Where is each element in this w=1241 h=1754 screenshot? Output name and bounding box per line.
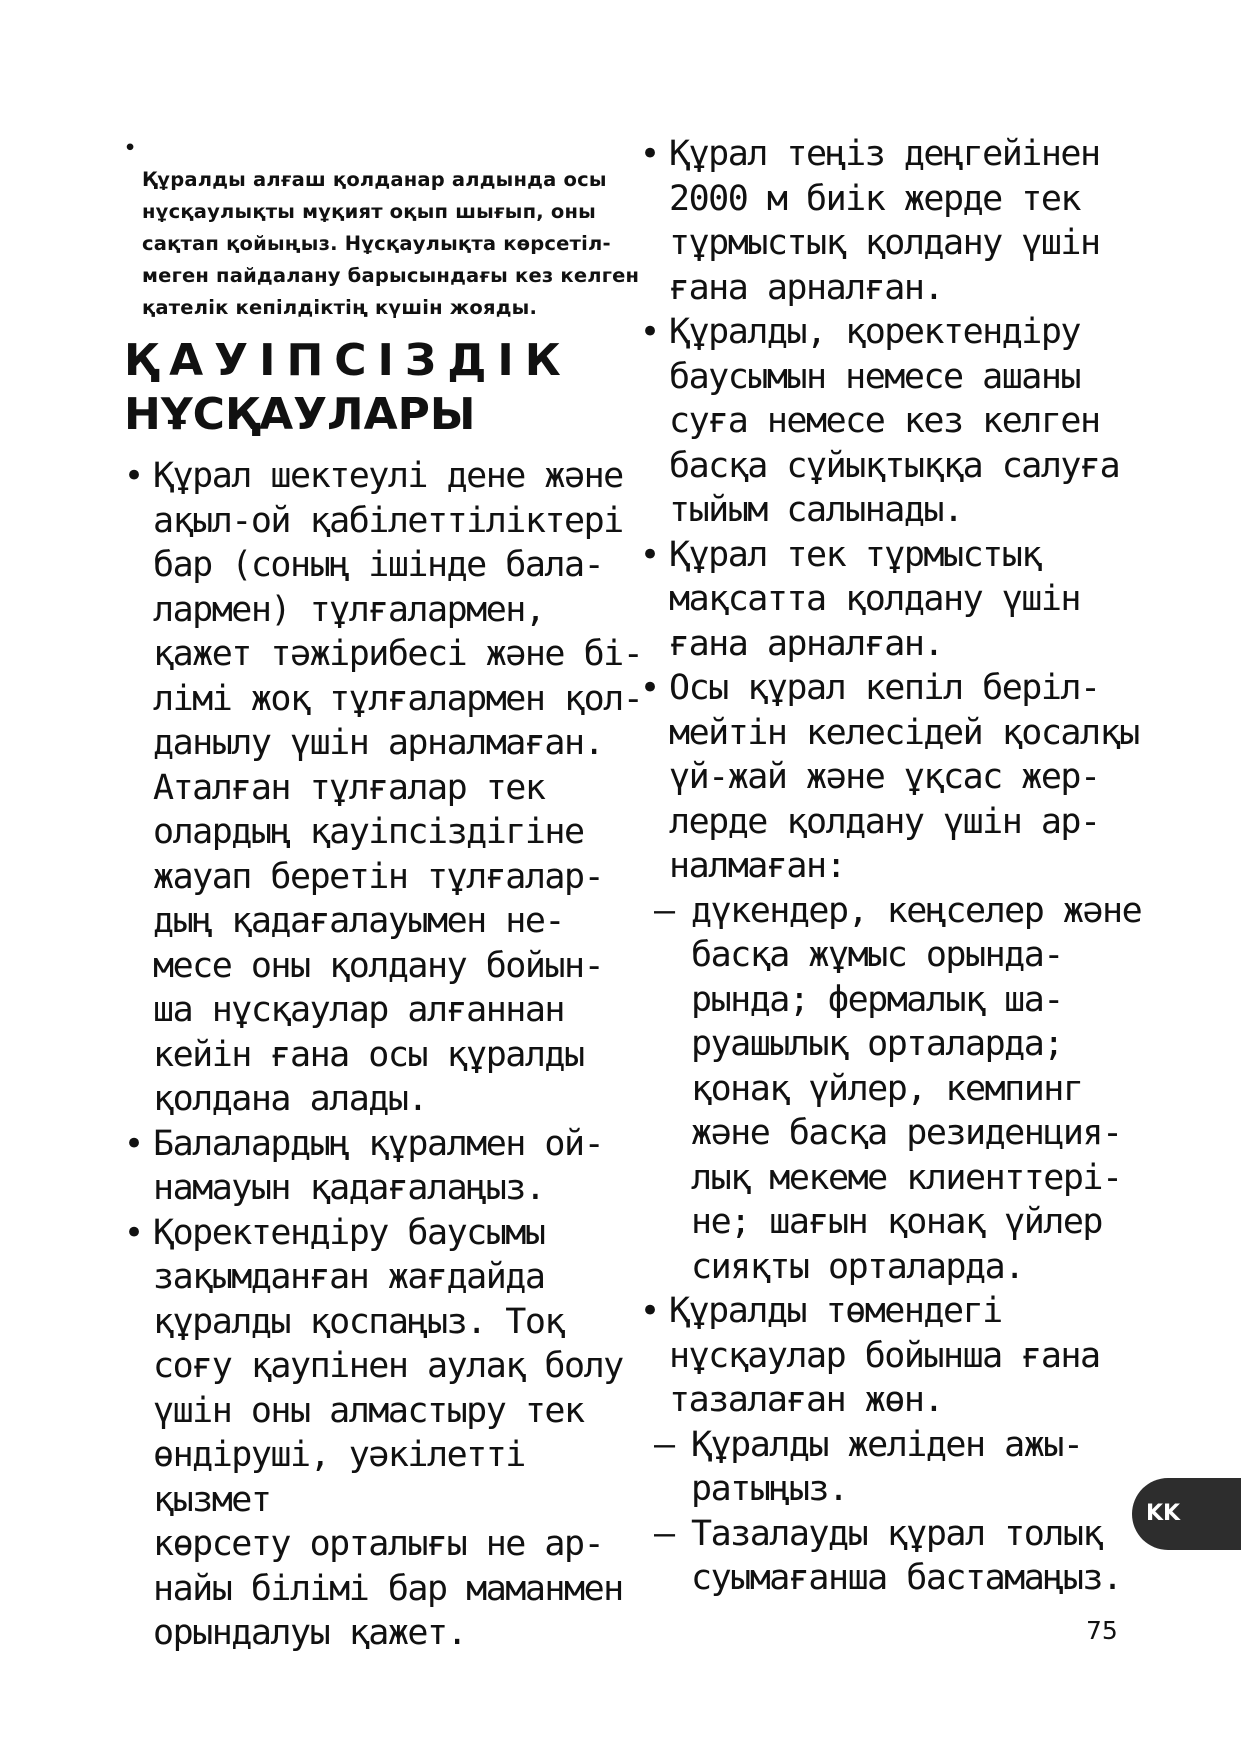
right-column [640,132,1180,1601]
bullet: • [124,456,143,496]
left-list [124,454,644,1656]
sub-list-item [640,889,1180,1290]
sub-list-item [640,1423,1180,1512]
item-text: Құрал теңіз деңгейінен 2000 м биік жерде тек тұрмыстық қолдану үшін ғана арналған. [669,134,1100,308]
bullet: • [640,312,659,352]
bullet: • [124,1212,143,1253]
page-number: 75 [1086,1616,1118,1645]
item-text: Құралды, қоректендіру баусымын немесе ашаны суға немесе кез келген басқа сұйықтыққа салуға тыйым салынады. [669,312,1120,530]
left-column [124,132,644,1656]
sub-item-text: Тазалауды құрал толық суымағанша бастамаңыз. [691,1513,1122,1598]
intro-text: Құралды алғаш қолданар алдында осы нұсқаулықты мұқият оқып шығып, оны сақтап қойыңыз. Нұсқаулықта көрсетіл- меген пайдалану барысындағы кез келген қателік кепілдіктің күшін жояды. [142,168,640,319]
item-text: Құрал шектеулі дене және ақыл-ой қабілеттіліктері бар (соның ішінде бала- лармен) тұлғалармен, қажет тәжірибесі және бі- лімі жоқ тұлғалармен қол- данылу үшін арналмаған. Аталған тұлғалар тек олардың қауіпсіздігіне жауап беретін тұлғалар- дың қадағалауымен не- месе оны қолдану бойын- ша нұсқаулар алғаннан кейін ғана осы құралды қолдана алады. [153,456,643,1119]
list-item [640,310,1180,533]
list-item [124,454,644,1122]
intro-note [124,132,644,324]
sub-item-text: дүкендер, кеңселер және басқа жұмыс орында- рында; фермалық ша- руашылық орталарда; қонақ үйлер, кемпинг және басқа резиденция- лық мекеме клиенттері- не; шағын қонақ үйлер сияқты орталарда. [691,890,1142,1287]
bullet: • [640,668,659,708]
bullet: • [640,134,659,174]
item-text: Құрал тек тұрмыстық мақсатта қолдану үшін ғана арналған. [669,534,1081,664]
bullet: • [640,1291,659,1331]
sub-item-text: Құралды желіден ажы- ратыңыз. [691,1424,1083,1509]
item-text: Балалардың құралмен ой- намауын қадағалаңыз. [153,1123,604,1208]
heading-line-2: НҰСҚАУЛАРЫ [124,389,476,440]
bullet: • [124,137,137,159]
section-heading [124,334,644,442]
dash: – [654,1513,674,1554]
sub-list-item [640,1512,1180,1601]
list-item [640,132,1180,310]
list-item [640,666,1180,889]
item-text: Құралды төмендегі нұсқаулар бойынша ғана тазалаған жөн. [669,1291,1100,1420]
item-text: Осы құрал кепіл беріл- мейтін келесідей қосалқы үй-жай және ұқсас жер- лерде қолдану үшін ар- налмаған: [669,668,1139,886]
list-item [124,1122,644,1211]
item-text: Қоректендіру баусымы зақымданған жағдайда құралды қоспаңыз. Тоқ соғу қаупінен аулақ болу үшін оны алмастыру тек өндіруші, уәкілетті қызмет көрсету орталығы не ар- найы білімі бар маманмен орындалуы қажет. [153,1212,623,1653]
list-item [640,533,1180,667]
list-item [124,1211,644,1656]
language-tab: KK [1132,1478,1241,1550]
heading-line-1: ҚАУІПСІЗДІК [124,335,572,386]
bullet: • [124,1123,143,1164]
list-item [640,1289,1180,1423]
bullet: • [640,534,659,575]
dash: – [654,1424,674,1465]
dash: – [654,890,674,931]
